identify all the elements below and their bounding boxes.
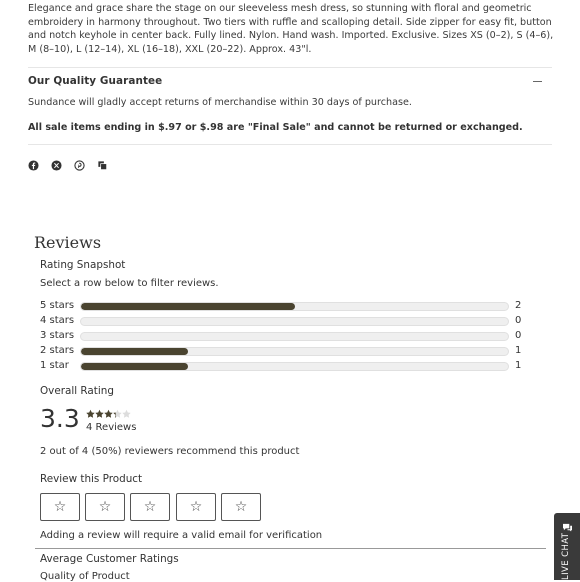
x-icon[interactable]	[51, 160, 62, 171]
rating-row-label: 5 stars	[40, 300, 75, 311]
star-outline-icon: ☆	[189, 499, 203, 515]
star-icon	[122, 410, 130, 418]
star-outline-icon: ☆	[53, 499, 67, 515]
rating-row-label: 3 stars	[40, 330, 75, 341]
rating-row-label: 2 stars	[40, 345, 75, 356]
divider	[28, 67, 552, 68]
write-review-star-4[interactable]	[176, 493, 216, 521]
returns-policy-text: Sundance will gladly accept returns of merchandise within 30 days of purchase.	[28, 97, 412, 108]
rating-row-count: 1	[515, 360, 522, 371]
final-sale-text: All sale items ending in $.97 or $.98 are "Final Sale" and cannot be returned or exchanged.	[28, 122, 523, 133]
review-this-product-title: Review this Product	[40, 473, 143, 485]
rating-row-count: 1	[515, 345, 522, 356]
rating-row-count: 0	[515, 330, 522, 341]
average-customer-ratings-title: Average Customer Ratings	[40, 553, 179, 565]
live-chat-button[interactable]	[554, 513, 580, 580]
recommend-text: 2 out of 4 (50%) reviewers recommend this product	[40, 446, 300, 457]
overall-star-rating	[86, 409, 132, 419]
rating-row-label: 4 stars	[40, 315, 75, 326]
divider	[28, 144, 552, 145]
rating-bar-fill	[81, 363, 188, 370]
live-chat-label: LIVE CHAT	[561, 532, 571, 580]
quality-guarantee-title[interactable]: Our Quality Guarantee	[28, 75, 163, 87]
star-icon	[95, 410, 103, 418]
star-icon	[104, 410, 112, 418]
facebook-icon[interactable]	[28, 160, 39, 171]
rating-bar-track	[80, 302, 509, 311]
write-review-star-3[interactable]	[130, 493, 170, 521]
rating-bar-fill	[81, 303, 295, 310]
minus-icon[interactable]	[533, 81, 542, 82]
rating-snapshot-title: Rating Snapshot	[40, 259, 126, 271]
rating-row-count: 0	[515, 315, 522, 326]
rating-row-count: 2	[515, 300, 522, 311]
rating-bar-track	[80, 347, 509, 356]
star-outline-icon: ☆	[98, 499, 112, 515]
quality-of-product-label: Quality of Product	[40, 571, 130, 582]
star-icon	[86, 410, 94, 418]
write-review-star-5[interactable]	[221, 493, 261, 521]
pinterest-icon[interactable]	[74, 160, 85, 171]
product-description: Elegance and grace share the stage on our sleeveless mesh dress, so stunning with floral and geometric embroidery in harmony throughout. Two tiers with ruffle and scalloping detail. Side zipper for easy fit, button and notch keyhole in center back. Fully lined. Nylon. Hand wash. Imported. Exclusive. Sizes XS (0–2), S (4–6), M (8–10), L (12–14), XL (16–18), XXL (20–22). Approx. 43"l.	[28, 3, 554, 55]
rating-row-label: 1 star	[40, 360, 69, 371]
review-count[interactable]: 4 Reviews	[86, 422, 137, 433]
rating-row-2-stars[interactable]	[40, 345, 530, 358]
email-verification-note: Adding a review will require a valid email for verification	[40, 530, 323, 541]
rating-row-5-stars[interactable]	[40, 300, 530, 313]
star-outline-icon: ☆	[143, 499, 157, 515]
rating-snapshot-subtitle: Select a row below to filter reviews.	[40, 278, 219, 289]
write-review-star-2[interactable]	[85, 493, 125, 521]
reviews-heading: Reviews	[34, 233, 102, 252]
rating-row-1-star[interactable]	[40, 360, 530, 373]
chat-bubble-icon	[562, 523, 573, 532]
rating-row-3-stars[interactable]	[40, 330, 530, 343]
overall-rating-title: Overall Rating	[40, 385, 114, 397]
rating-bar-track	[80, 362, 509, 371]
rating-bar-fill	[81, 348, 188, 355]
rating-bar-track	[80, 317, 509, 326]
copy-link-icon[interactable]	[97, 160, 108, 171]
write-review-star-1[interactable]	[40, 493, 80, 521]
rating-row-4-stars[interactable]	[40, 315, 530, 328]
rating-bar-track	[80, 332, 509, 341]
star-outline-icon: ☆	[234, 499, 248, 515]
overall-rating-value: 3.3	[40, 404, 80, 433]
divider	[35, 548, 546, 549]
